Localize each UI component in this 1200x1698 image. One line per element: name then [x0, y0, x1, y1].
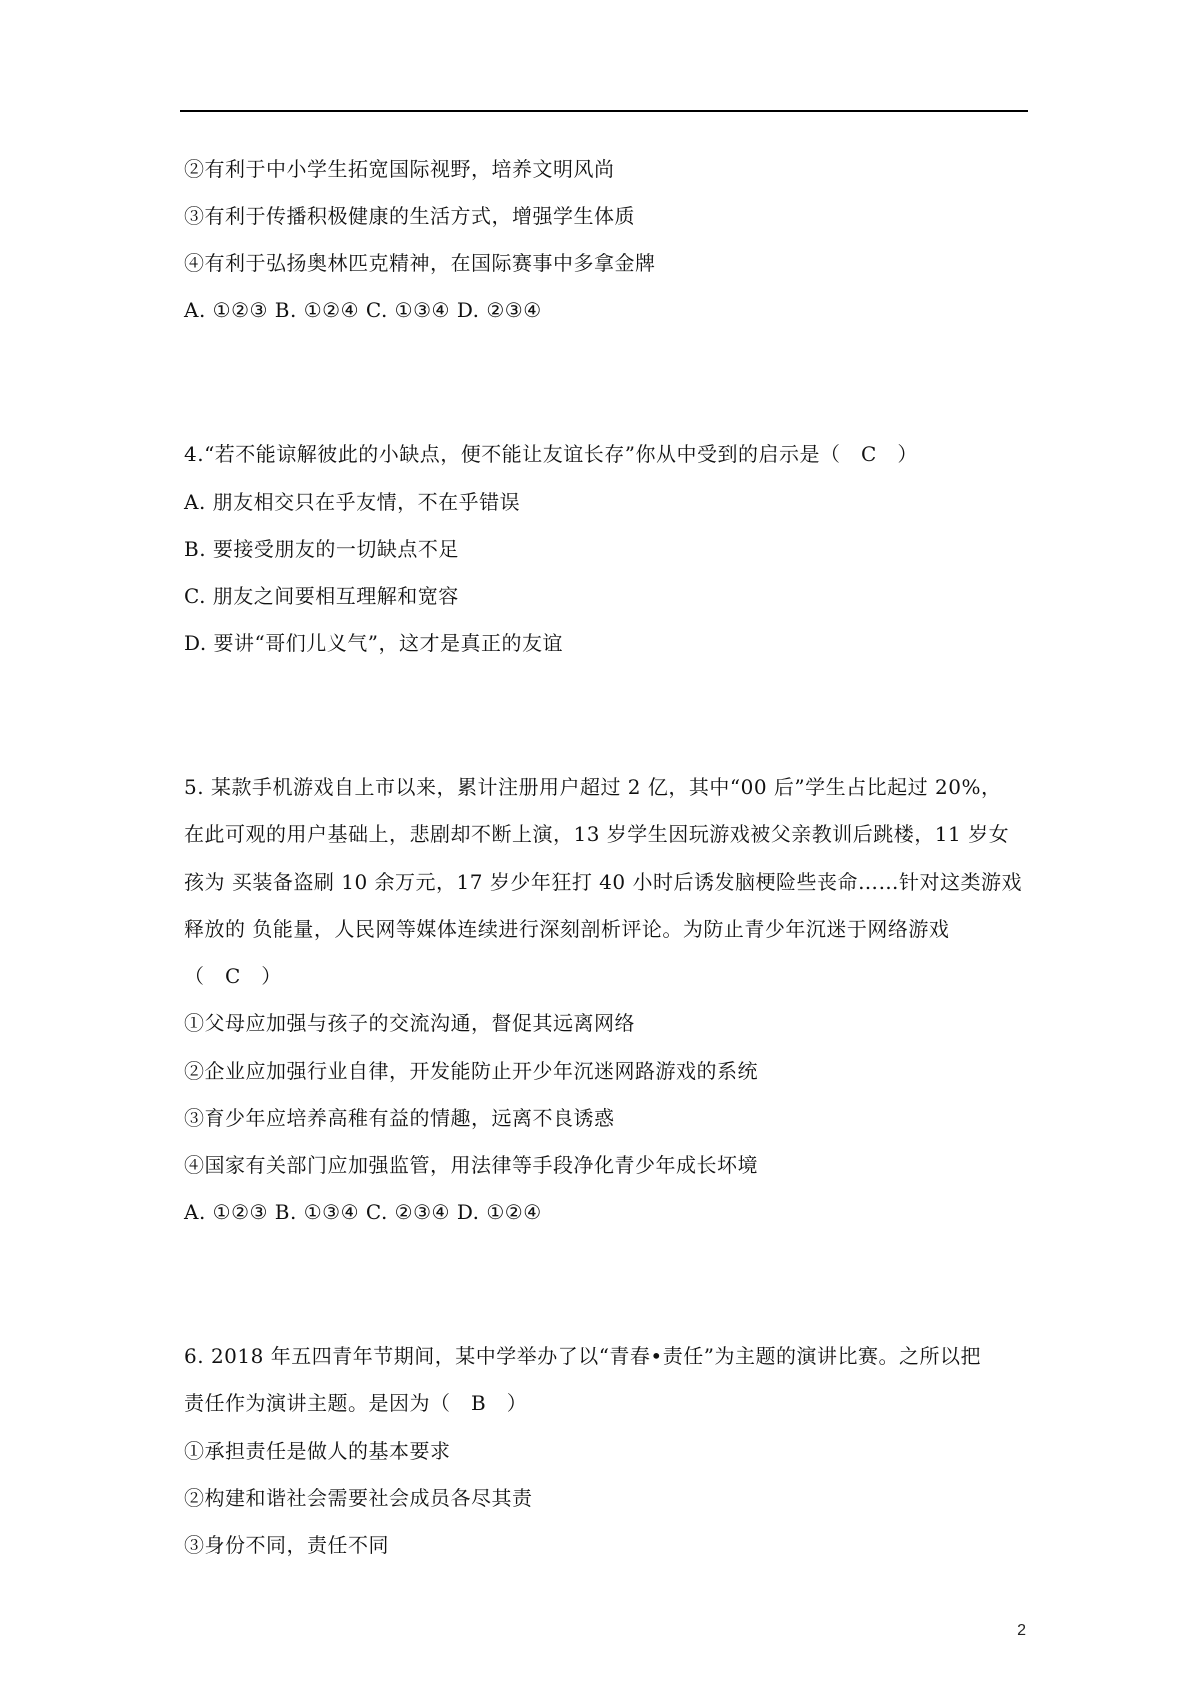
q3-option-3: ③有利于传播积极健康的生活方式，增强学生体质 [184, 204, 635, 228]
q6-stem-line-2: 责任作为演讲主题。是因为（ B ） [184, 1391, 528, 1415]
q5-stem-line-3: 孩为 买装备盗刷 10 余万元，17 岁少年狂打 40 小时后诱发脑梗险些丧命……针对这类游戏 [184, 870, 1022, 894]
q5-answer: （ C ） [184, 964, 282, 988]
q5-option-3: ③育少年应培养高稚有益的情趣，远离不良诱惑 [184, 1106, 615, 1130]
q6-option-2: ②构建和谐社会需要社会成员各尽其责 [184, 1486, 533, 1510]
q5-choices: A. ①②③ B. ①③④ C. ②③④ D. ①②④ [184, 1200, 542, 1224]
q3-option-4: ④有利于弘扬奥林匹克精神，在国际赛事中多拿金牌 [184, 251, 656, 275]
page-number: 2 [1017, 1622, 1026, 1639]
q3-choices: A. ①②③ B. ①②④ C. ①③④ D. ②③④ [184, 298, 542, 322]
q5-option-4: ④国家有关部门应加强监管，用法律等手段净化青少年成长坏境 [184, 1153, 758, 1177]
q5-option-1: ①父母应加强与孩子的交流沟通，督促其远离网络 [184, 1011, 635, 1035]
q3-option-2: ②有利于中小学生拓宽国际视野，培养文明风尚 [184, 157, 615, 181]
header-rule [180, 110, 1028, 112]
q6-option-3: ③身份不同，责任不同 [184, 1533, 389, 1557]
q4-choice-d: D. 要讲“哥们儿义气”，这才是真正的友谊 [184, 631, 563, 655]
q6-option-1: ①承担责任是做人的基本要求 [184, 1439, 451, 1463]
q4-choice-b: B. 要接受朋友的一切缺点不足 [184, 537, 459, 561]
q4-choice-a: A. 朋友相交只在乎友情，不在乎错误 [184, 490, 521, 514]
q4-choice-c: C. 朋友之间要相互理解和宽容 [184, 584, 459, 608]
q4-stem: 4.“若不能谅解彼此的小缺点，便不能让友谊长存”你从中受到的启示是（ C ） [184, 442, 918, 466]
q5-stem-line-2: 在此可观的用户基础上，悲剧却不断上演，13 岁学生因玩游戏被父亲教训后跳楼，11 岁女 [184, 822, 1010, 846]
q6-stem-line-1: 6. 2018 年五四青年节期间，某中学举办了以“青春•责任”为主题的演讲比赛。之所以把 [184, 1344, 981, 1368]
q5-stem-line-4: 释放的 负能量，人民网等媒体连续进行深刻剖析评论。为防止青少年沉迷于网络游戏 [184, 917, 950, 941]
q5-option-2: ②企业应加强行业自律，开发能防止开少年沉迷网路游戏的系统 [184, 1059, 758, 1083]
q5-stem-line-1: 5. 某款手机游戏自上市以来，累计注册用户超过 2 亿，其中“00 后”学生占比起过 20%， [184, 775, 1002, 799]
